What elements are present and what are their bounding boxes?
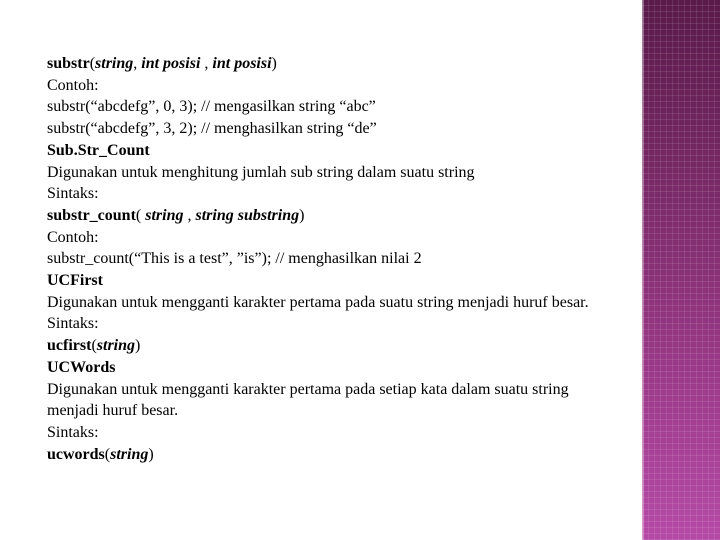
separator: , — [200, 55, 213, 72]
section-heading: UCWords — [47, 358, 116, 376]
param: string — [95, 55, 134, 72]
param: string — [145, 206, 184, 224]
description: Digunakan untuk menghitung jumlah sub string dalam suatu string — [47, 163, 475, 181]
paren-close: ) — [148, 445, 154, 463]
section-heading: UCFirst — [47, 272, 103, 290]
paren-open: ( — [91, 337, 97, 355]
description: Digunakan untuk mengganti karakter pertama pada suatu string menjadi huruf besar. — [47, 293, 589, 311]
param: string substring — [195, 206, 300, 224]
syntax-substr — [47, 53, 667, 75]
example-line: substr(“abcdefg”, 3, 2); // menghasilkan string “de” — [47, 120, 377, 138]
param: int posisi — [141, 55, 201, 72]
example-line: substr(“abcdefg”, 0, 3); // mengasilkan string “abc” — [47, 98, 376, 116]
separator: , — [183, 206, 196, 224]
separator: , — [133, 55, 142, 72]
description-continued: menjadi huruf besar. — [47, 402, 179, 420]
example-line: substr_count(“This is a test”, ”is”); // menghasilkan nilai 2 — [47, 250, 422, 268]
label-sintaks: Sintaks: — [47, 423, 99, 441]
paren-close: ) — [271, 55, 277, 72]
syntax-ucfirst — [47, 335, 667, 357]
section-heading: Sub.Str_Count — [47, 141, 150, 159]
label-sintaks: Sintaks: — [47, 185, 99, 203]
slide-content — [47, 53, 667, 465]
param: int posisi — [212, 55, 272, 72]
function-name: ucfirst — [47, 337, 92, 355]
function-name: substr — [47, 55, 90, 72]
paren-close: ) — [299, 206, 305, 224]
syntax-substr-count — [47, 205, 667, 227]
label-sintaks: Sintaks: — [47, 315, 99, 333]
paren-open: ( — [104, 445, 111, 463]
paren-close: ) — [135, 337, 141, 355]
paren-open: ( — [89, 55, 96, 72]
syntax-ucwords — [47, 444, 667, 466]
label-contoh: Contoh: — [47, 76, 99, 94]
param: string — [96, 337, 136, 355]
paren-open: ( — [135, 206, 146, 224]
description: Digunakan untuk mengganti karakter pertama pada setiap kata dalam suatu string — [47, 380, 569, 398]
function-name: substr_count — [47, 206, 136, 224]
param: string — [110, 445, 149, 463]
label-contoh: Contoh: — [47, 228, 99, 246]
function-name: ucwords — [47, 445, 105, 463]
